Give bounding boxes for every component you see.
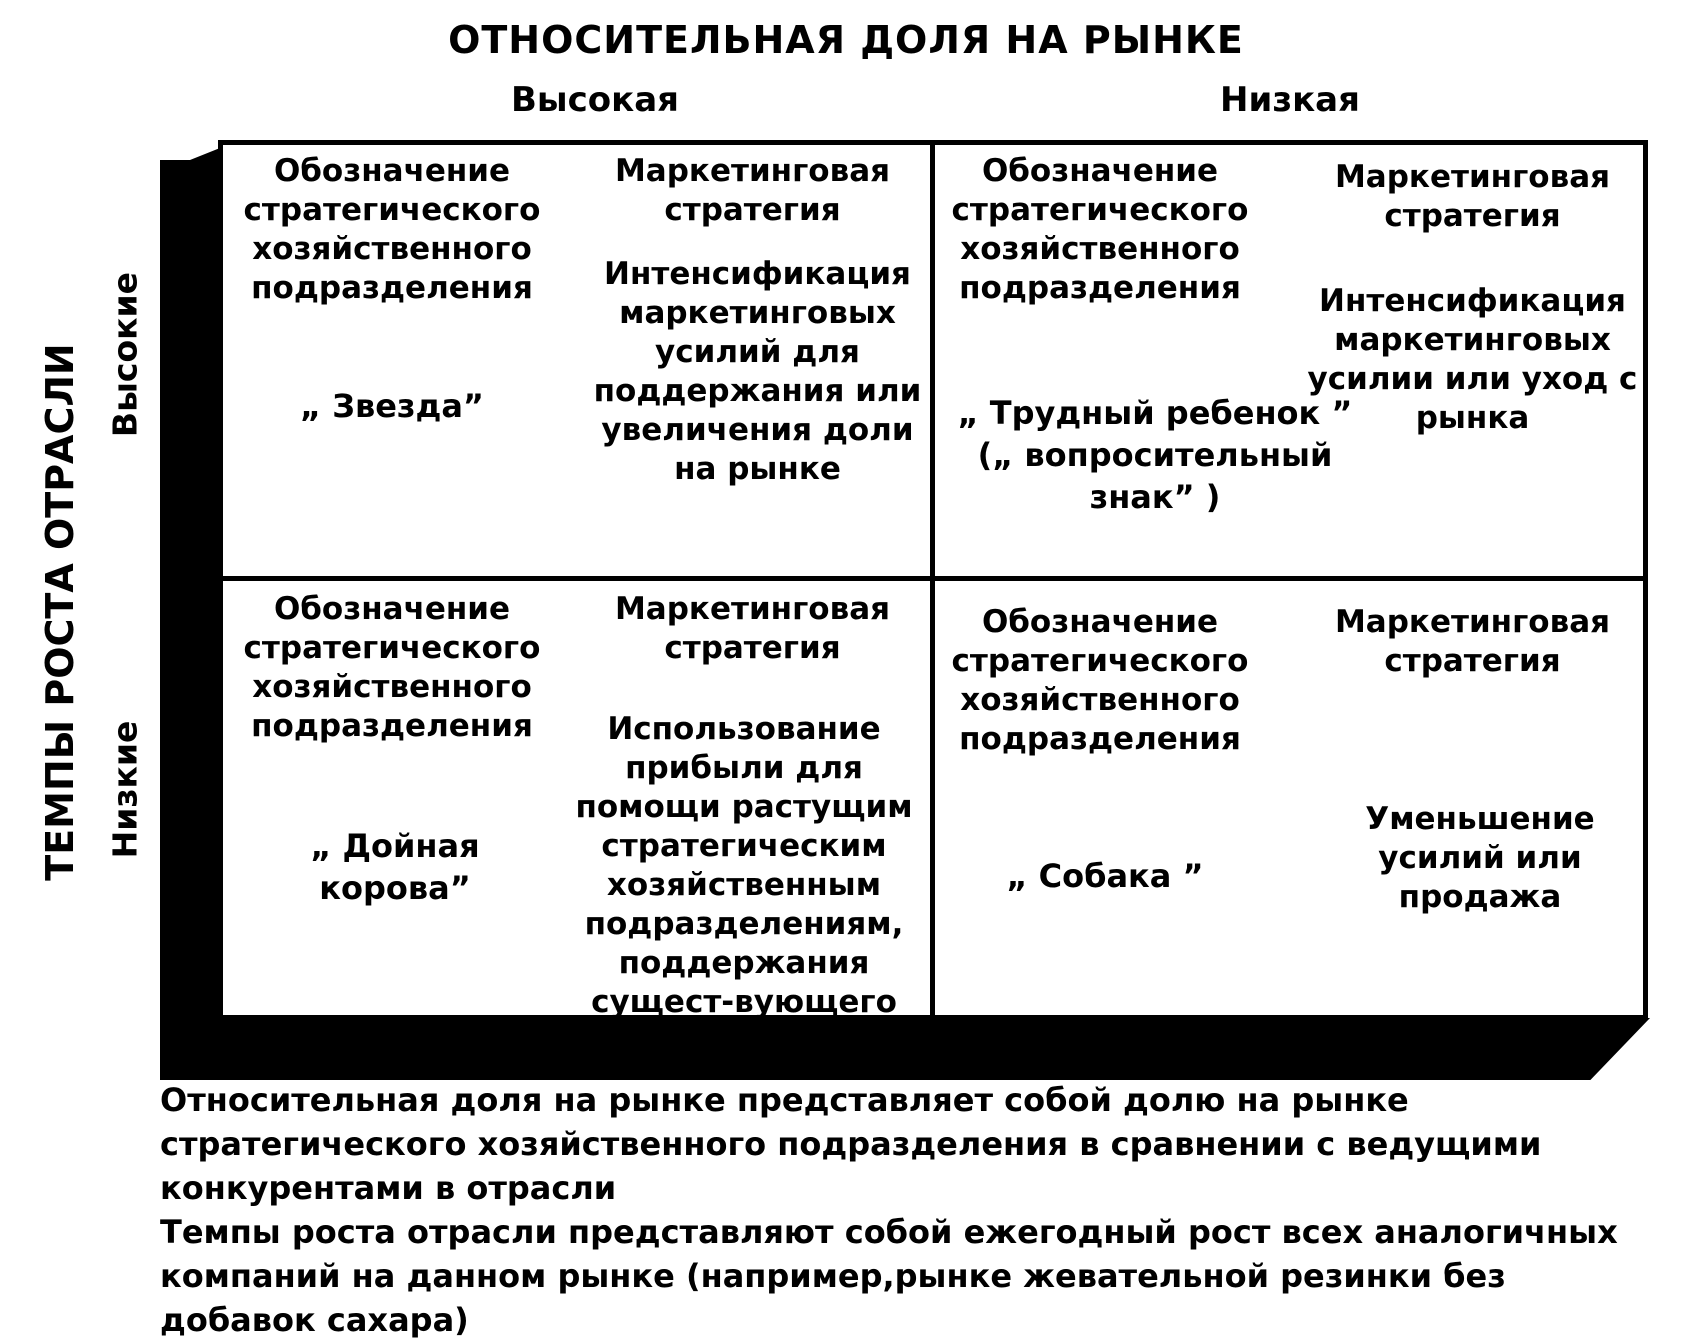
dog-strategy: Уменьшение усилий или продажа xyxy=(1365,801,1595,915)
row-header-high: Высокие xyxy=(105,271,145,438)
question-designation-header: Обозначение стратегического хозяйственного подразделения xyxy=(951,153,1249,306)
dog-strategy-header: Маркетинговая стратегия xyxy=(1334,604,1611,679)
horizontal-divider xyxy=(218,576,1648,581)
cow-strategy-header: Маркетинговая стратегия xyxy=(614,591,891,666)
dog-name: „ Собака ” xyxy=(1006,857,1204,895)
dog-designation-header: Обозначение стратегического хозяйственного подразделения xyxy=(951,604,1249,757)
matrix-title: ОТНОСИТЕЛЬНАЯ ДОЛЯ НА РЫНКЕ xyxy=(448,18,1244,62)
note-relative-share: Относительная доля на рынке представляет собой долю на рынке стратегического хозяйственного подразделения в сравнении с ведущими конкурентами в отрасли xyxy=(160,1081,1542,1207)
question-strategy-header: Маркетинговая стратегия xyxy=(1334,159,1611,234)
notes xyxy=(160,1078,1660,1342)
column-header-low: Низкая xyxy=(1220,80,1360,120)
cow-designation-header: Обозначение стратегического хозяйственного подразделения xyxy=(243,591,541,744)
column-header-high: Высокая xyxy=(510,80,680,120)
star-designation-header: Обозначение стратегического хозяйственного подразделения xyxy=(243,153,541,306)
note-growth-rate: Темпы роста отрасли представляют собой ежегодный рост всех аналогичных компаний на данном рынке (например,рынке жевательной резинки без добавок сахара) xyxy=(160,1213,1618,1339)
star-name: „ Звезда” xyxy=(300,387,484,425)
cow-name: „ Дойная корова” xyxy=(310,827,480,907)
star-strategy-header: Маркетинговая стратегия xyxy=(614,153,891,228)
row-header-low: Низкие xyxy=(105,720,145,859)
star-strategy: Интенсификация маркетинговых усилий для поддержания или увеличения доли на рынке xyxy=(593,256,922,487)
cow-strategy: Использование прибыли для помощи растущим стратегическим хозяйственным подразделениям, поддержания сущест-вующего положения xyxy=(575,711,913,1059)
question-name: „ Трудный ребенок ” („ вопросительный знак” ) xyxy=(957,394,1353,516)
shadow-left xyxy=(160,160,222,1060)
y-axis-title: ТЕМПЫ РОСТА ОТРАСЛИ xyxy=(38,343,82,881)
question-strategy: Интенсификация маркетинговых усилии или уход с рынка xyxy=(1307,283,1638,436)
